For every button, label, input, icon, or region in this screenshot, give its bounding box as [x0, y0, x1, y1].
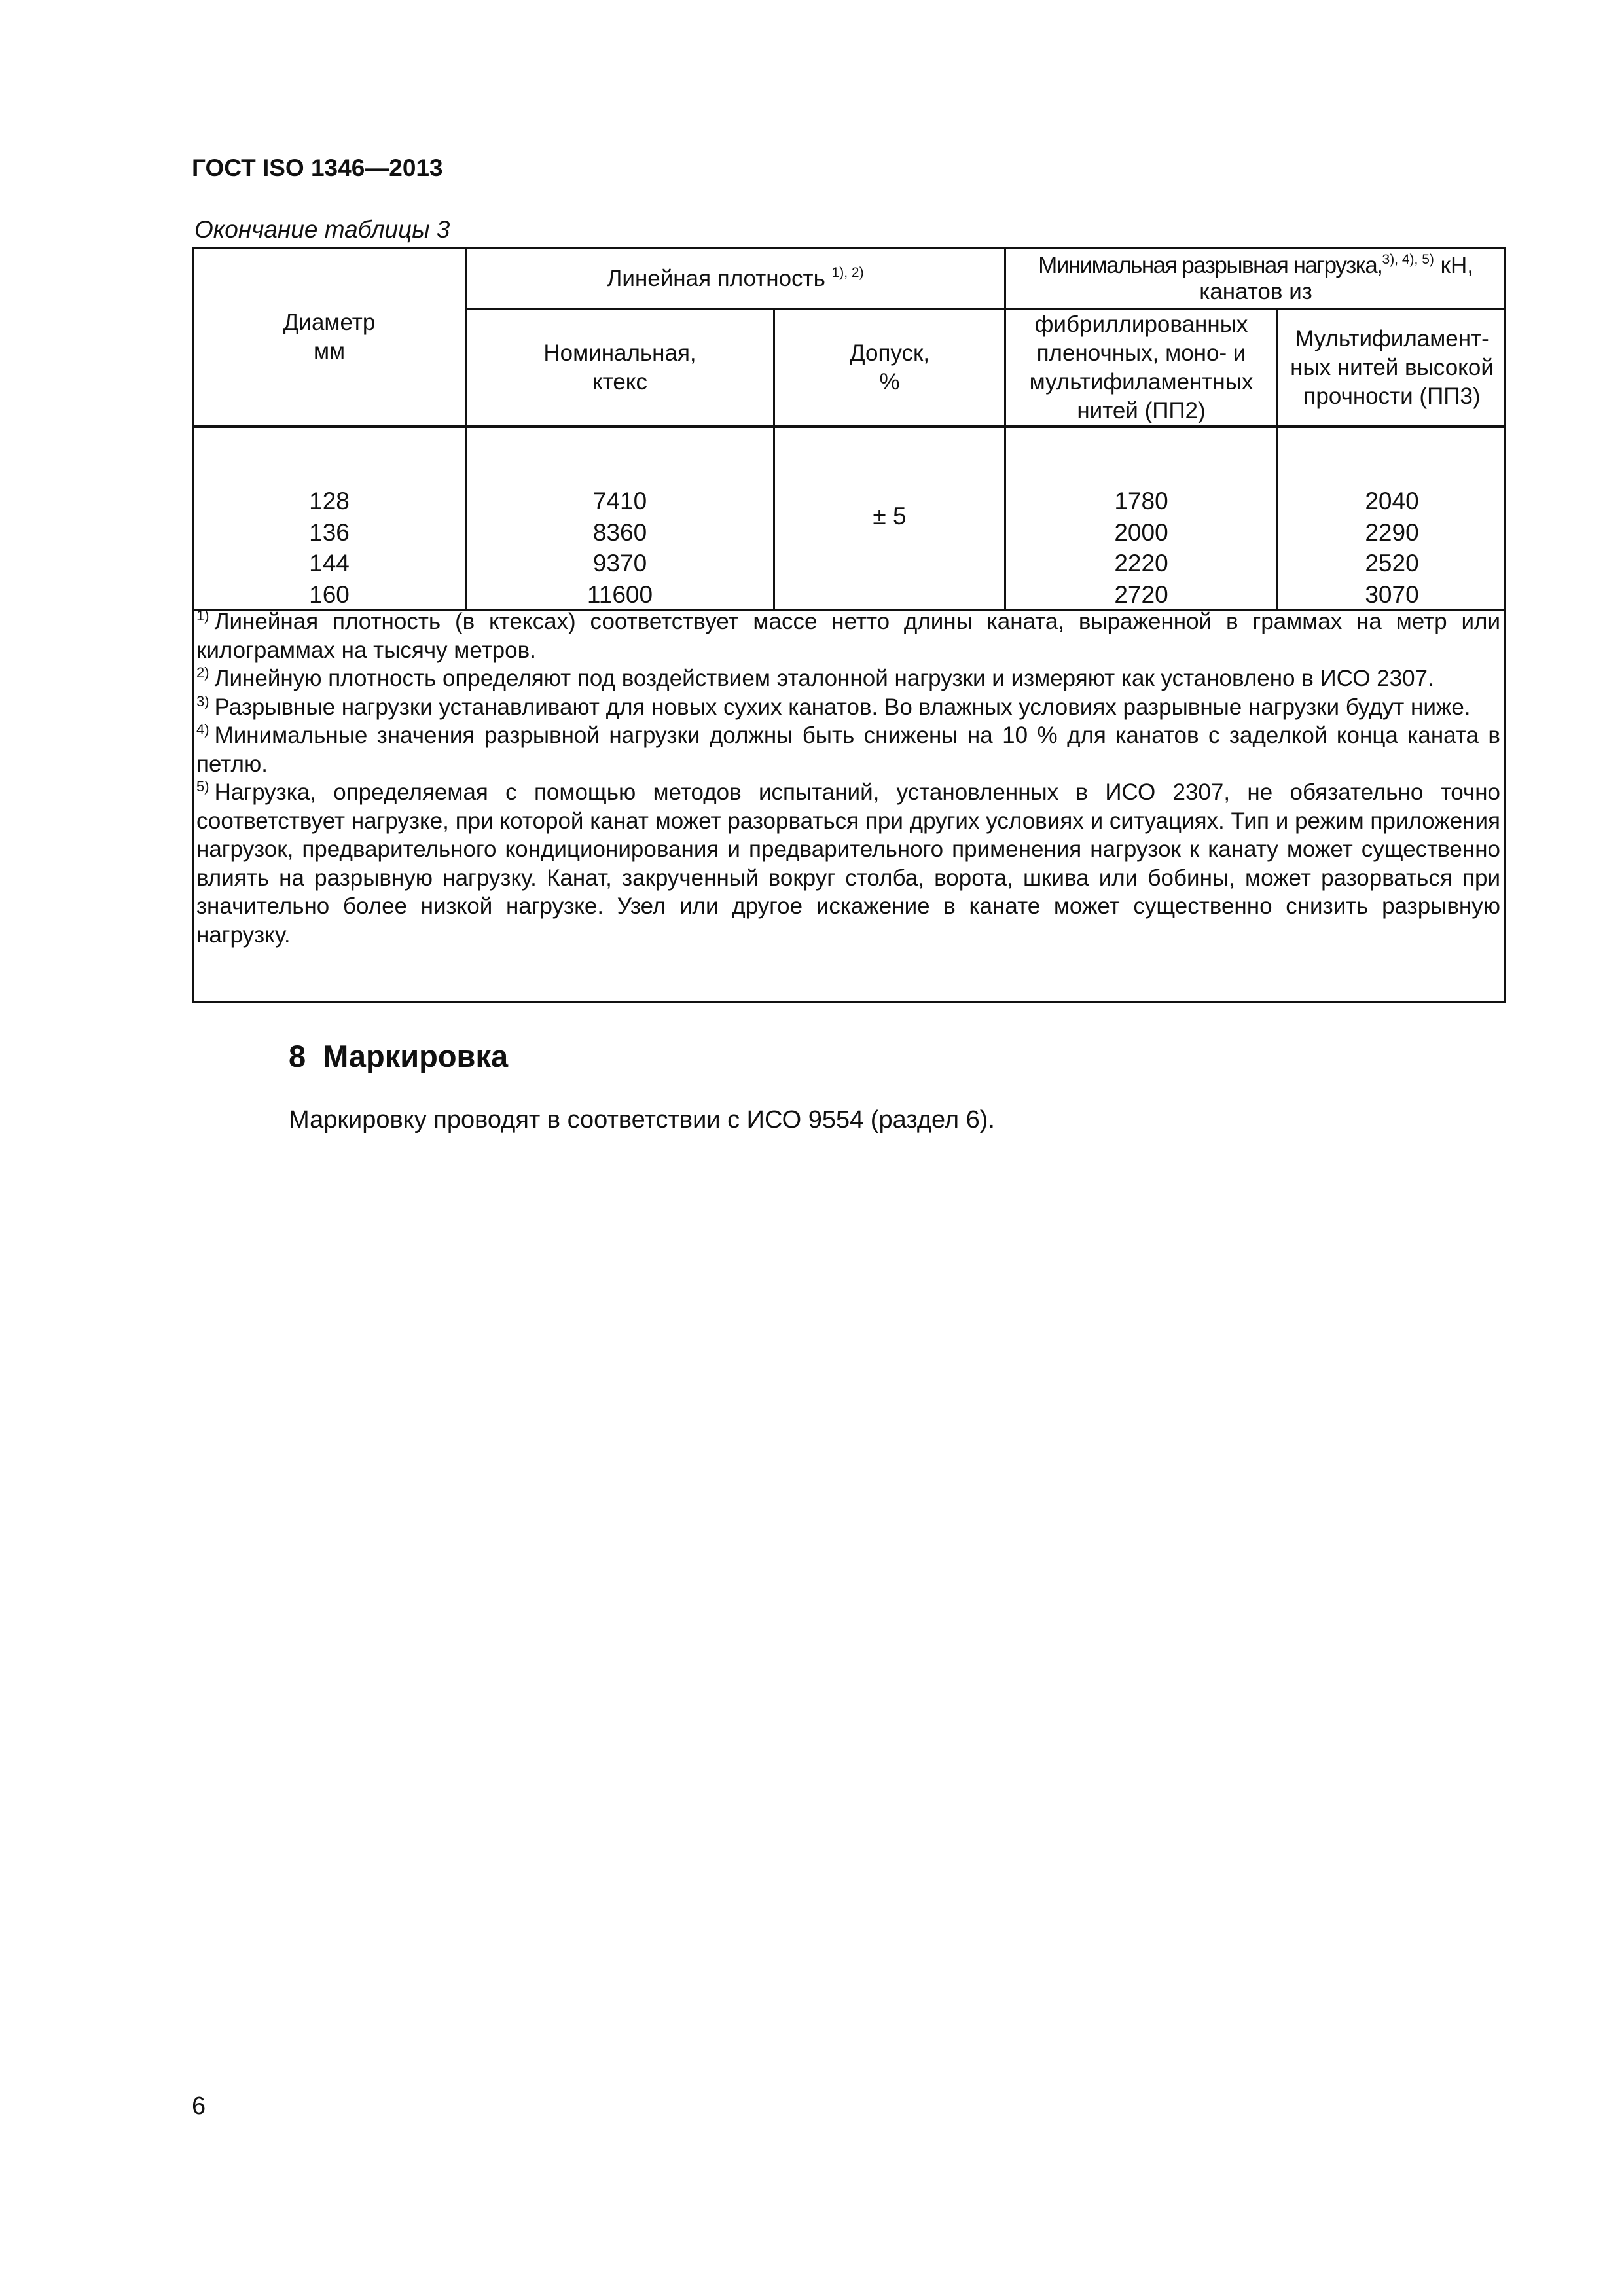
document-code: ГОСТ ISO 1346—2013: [192, 154, 443, 181]
pp3-column: [1278, 486, 1506, 610]
header-diameter-unit: мм: [313, 338, 346, 364]
header-breaking-load-notes: 3), 4), 5): [1382, 252, 1434, 267]
table-divider: [194, 425, 1506, 428]
header-pp2: [1006, 310, 1276, 425]
footnote-text: Нагрузка, определяемая с помощью методов испытаний, установленных в ИСО 2307, не обязательно точно соответствует нагрузке, при которой канат может разорваться при других условиях и ситуациях. Тип и режим приложения нагрузок, предварительного кондиционирования и предварительного применения нагрузок к канату может существенно влиять на разрывную нагрузку. Канат, закрученный вокруг столба, ворота, шкива или бобины, может разорваться при значительно более низкой нагрузке. Узел или другое искажение в канате может существенно снизить разрывную нагрузку.: [196, 780, 1500, 948]
table-cell: 160: [309, 581, 350, 608]
table-cell: 136: [309, 518, 350, 546]
footnote-text: Разрывные нагрузки устанавливают для новых сухих канатов. Во влажных условиях разрывные нагрузки будут ниже.: [214, 694, 1471, 720]
header-breaking-load-subtitle: канатов из: [1199, 279, 1312, 304]
footnote-text: Линейная плотность (в ктексах) соответствует массе нетто длины каната, выраженной в граммах на метр или килограммах на тысячу метров.: [196, 609, 1500, 663]
header-linear-density-label: Линейная плотность: [607, 266, 825, 291]
table-cell: 2290: [1365, 518, 1419, 546]
footnote: [196, 607, 1500, 664]
table-cell: 2220: [1114, 550, 1168, 577]
header-breaking-load: [1006, 249, 1506, 308]
header-pp2-line: пленочных, моно- и: [1036, 340, 1246, 366]
footnote-mark: 1): [196, 607, 209, 624]
footnote-mark: 2): [196, 664, 209, 681]
header-breaking-load-text: [1038, 253, 1473, 279]
pp2-column: [1006, 486, 1276, 610]
section-title: Маркировка: [323, 1039, 509, 1073]
section-number: 8: [289, 1039, 306, 1073]
header-linear-density-notes: 1), 2): [831, 265, 864, 280]
table-cell: 3070: [1365, 581, 1419, 608]
header-tolerance-unit: %: [879, 368, 900, 395]
header-pp3-line: ных нитей высокой: [1290, 354, 1494, 380]
footnote: [196, 664, 1500, 693]
header-nominal-label: Номинальная,: [543, 340, 696, 366]
footnote-text: Минимальные значения разрывной нагрузки должны быть снижены на 10 % для канатов с заделкой конца каната в петлю.: [196, 723, 1500, 777]
table-caption: Окончание таблицы 3: [194, 216, 450, 243]
table-footnotes: [196, 607, 1500, 949]
header-pp3-line: Мультифиламент-: [1295, 325, 1489, 351]
footnote: [196, 693, 1500, 722]
footnote-mark: 5): [196, 778, 209, 795]
footnote: [196, 721, 1500, 778]
header-pp2-line: нитей (ПП2): [1077, 397, 1206, 423]
header-tolerance-label: Допуск,: [849, 340, 930, 366]
page-number: 6: [192, 2092, 206, 2120]
table-cell: 9370: [592, 550, 647, 577]
header-breaking-load-label: Минимальная разрывная нагрузка,: [1038, 253, 1382, 278]
table-cell: 2040: [1365, 488, 1419, 514]
header-diameter: [194, 249, 465, 425]
tolerance-value: ± 5: [873, 503, 907, 529]
header-pp3: [1278, 310, 1506, 425]
tolerance-cell: [775, 501, 1004, 532]
table-cell: 144: [309, 550, 350, 577]
section-heading: [289, 1038, 508, 1074]
header-nominal-unit: ктекс: [592, 368, 647, 395]
footnote-text: Линейную плотность определяют под воздействием эталонной нагрузки и измеряют как установлено в ИСО 2307.: [214, 666, 1434, 691]
nominal-column: [467, 486, 773, 610]
header-nominal: [467, 310, 773, 425]
diameter-column: [194, 486, 465, 610]
footnote-mark: 4): [196, 721, 209, 738]
table-cell: 128: [309, 488, 350, 514]
section-body: Маркировку проводят в соответствии с ИСО 9554 (раздел 6).: [289, 1106, 995, 1134]
header-tolerance: [775, 310, 1004, 425]
header-breaking-load-unit: кН,: [1440, 253, 1473, 278]
table-cell: 8360: [592, 518, 647, 546]
header-pp2-line: фибриллированных: [1034, 311, 1248, 337]
table-cell: 11600: [586, 581, 653, 608]
header-pp2-line: мультифиламентных: [1029, 368, 1254, 395]
table-cell: 1780: [1114, 488, 1168, 514]
header-linear-density: [467, 249, 1004, 308]
footnote: [196, 778, 1500, 949]
table-cell: 2720: [1114, 581, 1168, 608]
table-cell: 7410: [592, 488, 647, 514]
table-cell: 2000: [1114, 518, 1168, 546]
footnote-mark: 3): [196, 692, 209, 709]
header-diameter-label: Диаметр: [283, 310, 376, 335]
header-pp3-line: прочности (ПП3): [1303, 383, 1481, 409]
table-cell: 2520: [1365, 550, 1419, 577]
header-linear-density-text: [607, 264, 863, 293]
